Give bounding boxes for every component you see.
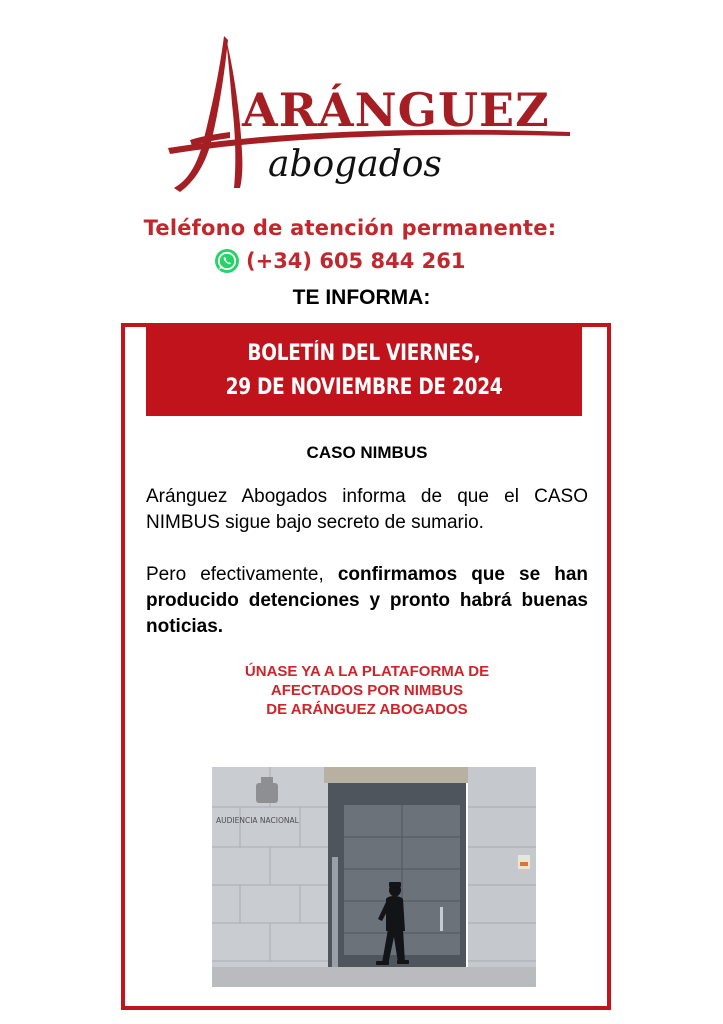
phone-number[interactable]: (+34) 605 844 261 xyxy=(246,249,466,273)
join-platform-callout xyxy=(146,662,588,719)
cta-line-3: DE ARÁNGUEZ ABOGADOS xyxy=(266,701,468,718)
paragraph-2-intro: Pero efectivamente, xyxy=(146,564,338,585)
logo-name: ARÁNGUEZ xyxy=(242,83,550,137)
te-informa-heading: TE INFORMA: xyxy=(292,286,431,309)
audiencia-nacional-photo xyxy=(212,767,536,987)
logo-subtitle: abogados xyxy=(268,144,442,185)
whatsapp-icon xyxy=(214,248,240,274)
photo-sign-text: AUDIENCIA NACIONAL xyxy=(216,816,299,825)
paragraph-2 xyxy=(146,562,588,640)
bulletin-header-line-1: BOLETÍN DEL VIERNES, xyxy=(247,341,481,366)
phone-row[interactable] xyxy=(214,246,465,276)
phone-label: Teléfono de atención permanente: xyxy=(143,216,557,240)
cta-line-2: AFECTADOS POR NIMBUS xyxy=(270,682,464,699)
bulletin-header-line-2: 29 DE NOVIEMBRE DE 2024 xyxy=(225,375,503,400)
bulletin-header xyxy=(146,326,582,416)
aranguez-logo xyxy=(150,28,580,198)
case-title: CASO NIMBUS xyxy=(306,443,428,462)
paragraph-1: Aránguez Abogados informa de que el CASO NIMBUS sigue bajo secreto de sumario. xyxy=(146,486,588,533)
cta-line-1: ÚNASE YA A LA PLATAFORMA DE xyxy=(244,663,490,680)
paragraph-2-bold: confirmamos que se han producido detenciones y pronto habrá buenas noticias. xyxy=(146,564,588,637)
